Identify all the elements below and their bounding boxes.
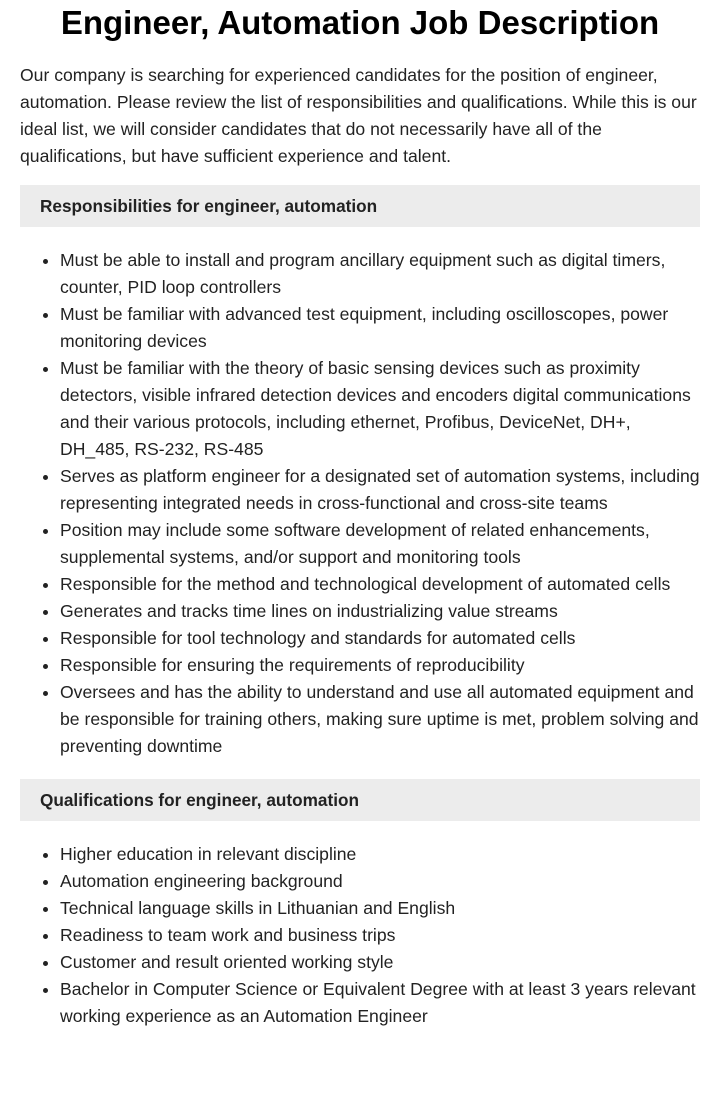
list-item: • Customer and result oriented working style [60, 949, 700, 976]
responsibilities-list [20, 247, 700, 760]
page-title: Engineer, Automation Job Description [60, 4, 660, 41]
list-item: • Technical language skills in Lithuanian and English [60, 895, 700, 922]
list-item: • Readiness to team work and business trips [60, 922, 700, 949]
list-item: • Position may include some software development of related enhancements, supplemental systems, and/or support and monitoring tools [60, 517, 700, 571]
list-item: • Responsible for tool technology and standards for automated cells [60, 625, 700, 652]
list-item: • Oversees and has the ability to understand and use all automated equipment and be responsible for training others, making sure uptime is met, problem solving and preventing downtime [60, 679, 700, 760]
list-item: • Responsible for ensuring the requirements of reproducibility [60, 652, 700, 679]
list-item: • Generates and tracks time lines on industrializing value streams [60, 598, 700, 625]
responsibilities-heading: Responsibilities for engineer, automation [20, 185, 700, 227]
list-item: • Responsible for the method and technological development of automated cells [60, 571, 700, 598]
list-item: • Automation engineering background [60, 868, 700, 895]
list-item: • Must be familiar with advanced test equipment, including oscilloscopes, power monitoring devices [60, 301, 700, 355]
qualifications-heading: Qualifications for engineer, automation [20, 779, 700, 821]
qualifications-list [20, 841, 700, 1030]
list-item: • Higher education in relevant discipline [60, 841, 700, 868]
list-item: • Must be able to install and program ancillary equipment such as digital timers, counter, PID loop controllers [60, 247, 700, 301]
list-item: • Bachelor in Computer Science or Equivalent Degree with at least 3 years relevant working experience as an Automation Engineer [60, 976, 700, 1030]
list-item: • Must be familiar with the theory of basic sensing devices such as proximity detectors, visible infrared detection devices and encoders digital communications and their various protocols, including ethernet, Profibus, DeviceNet, DH+, DH_485, RS-232, RS-485 [60, 355, 700, 463]
list-item: • Serves as platform engineer for a designated set of automation systems, including representing integrated needs in cross-functional and cross-site teams [60, 463, 700, 517]
intro-paragraph: Our company is searching for experienced candidates for the position of engineer, automation. Please review the list of responsibilities and qualifications. While this is our ideal list, we will consider candidates that do not necessarily have all of the qualifications, but have sufficient experience and talent. [20, 65, 697, 166]
